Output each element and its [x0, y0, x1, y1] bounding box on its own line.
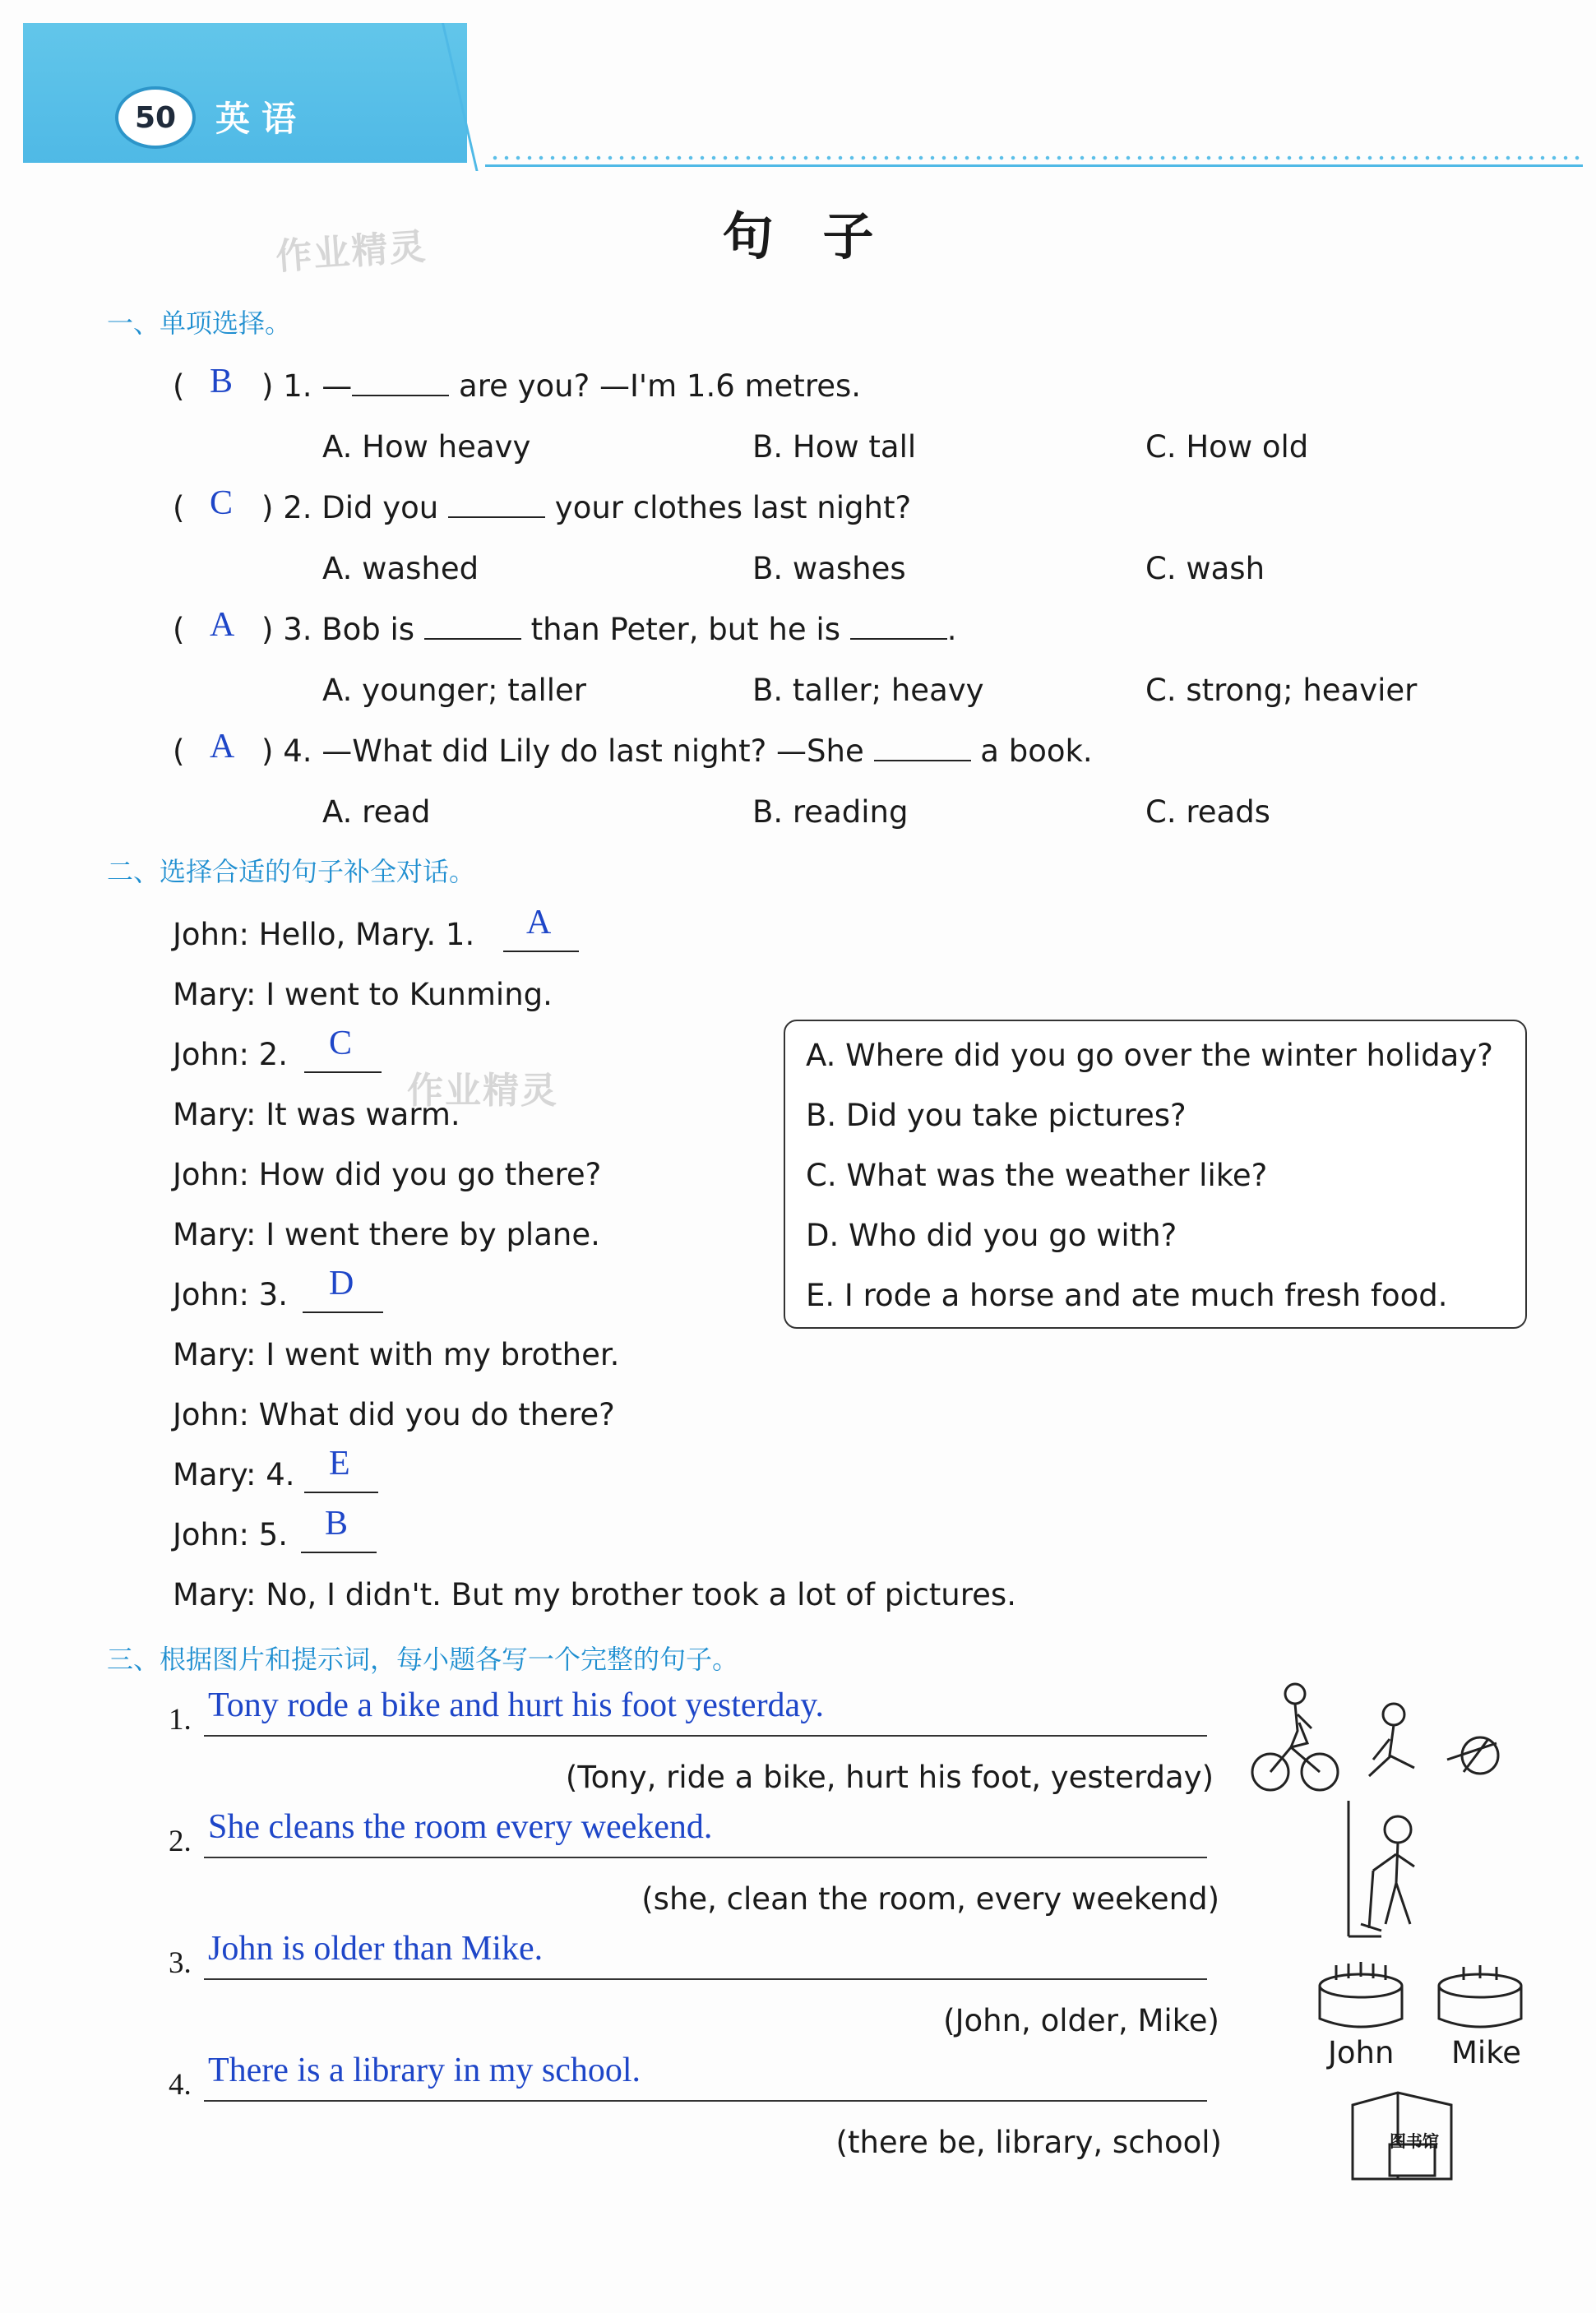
- dialogue-line-3: John: 2.: [173, 1037, 288, 1072]
- q3-stem-tail: .: [946, 612, 957, 647]
- q1-option-c: C. How old: [1145, 429, 1309, 465]
- q3-blank-2: [850, 612, 947, 640]
- dialogue-option-d: D. Who did you go with?: [806, 1218, 1177, 1253]
- writing-item-4-answer: There is a library in my school.: [208, 2052, 641, 2089]
- dialogue-option-b: B. Did you take pictures?: [806, 1098, 1187, 1133]
- q3-option-b: B. taller; heavy: [752, 673, 984, 708]
- q2-blank: [448, 490, 545, 518]
- q2-open-paren: (: [173, 490, 185, 525]
- q1-stem-tail: are you? —I'm 1.6 metres.: [459, 368, 862, 404]
- writing-item-1-line: [204, 1735, 1207, 1737]
- cake-label-john: John: [1328, 2035, 1395, 2070]
- q3-answer: A: [210, 606, 235, 644]
- dialogue-option-c: C. What was the weather like?: [806, 1158, 1268, 1193]
- girl-sweeping-illustration: [1324, 1801, 1439, 1941]
- q2-stem: [261, 490, 911, 525]
- writing-item-3-number: 3.: [169, 1946, 192, 1980]
- q3-stem: [261, 612, 957, 647]
- dialogue-answer-5: B: [325, 1505, 349, 1543]
- q4-option-a: A. read: [322, 794, 431, 830]
- watermark: 作业精灵: [274, 225, 428, 279]
- writing-item-2-answer: She cleans the room every weekend.: [208, 1808, 713, 1846]
- dialogue-option-e: E. I rode a horse and ate much fresh food.: [806, 1278, 1448, 1313]
- library-sign: 图书馆: [1390, 2131, 1439, 2151]
- q1-answer: B: [210, 363, 234, 400]
- dialogue-blank-3: [303, 1311, 383, 1313]
- q3-option-c: C. strong; heavier: [1145, 673, 1418, 708]
- dialogue-line-6: Mary: I went there by plane.: [173, 1217, 600, 1252]
- q1-stem-head: ) 1. —: [261, 368, 353, 404]
- dialogue-answer-4: E: [329, 1445, 350, 1483]
- bike-accident-illustration: [1250, 1677, 1521, 1801]
- q4-option-c: C. reads: [1145, 794, 1270, 830]
- dialogue-line-7: John: 3.: [173, 1277, 288, 1312]
- page-number: 50: [115, 86, 196, 149]
- header-rule: [485, 164, 1583, 167]
- q2-option-c: C. wash: [1145, 551, 1265, 586]
- writing-item-3-line: [204, 1978, 1207, 1980]
- q2-option-a: A. washed: [322, 551, 479, 586]
- dialogue-line-5: John: How did you go there?: [173, 1157, 602, 1192]
- section3-heading: 三、根据图片和提示词，每小题各写一个完整的句子。: [107, 1644, 739, 1675]
- q2-stem-tail: your clothes last night?: [554, 490, 912, 525]
- dialogue-line-8: Mary: I went with my brother.: [173, 1337, 620, 1372]
- writing-item-1-answer: Tony rode a bike and hurt his foot yesterday.: [208, 1686, 824, 1724]
- writing-item-3-answer: John is older than Mike.: [208, 1930, 544, 1968]
- writing-item-2-hint: (she, clean the room, every weekend): [641, 1881, 1219, 1917]
- q4-stem: [261, 733, 1093, 769]
- writing-item-1-hint: (Tony, ride a bike, hurt his foot, yesterday): [565, 1760, 1214, 1795]
- q1-option-a: A. How heavy: [322, 429, 531, 465]
- section1-heading: 一、单项选择。: [107, 308, 292, 339]
- q1-option-b: B. How tall: [752, 429, 917, 465]
- writing-item-4-line: [204, 2100, 1207, 2102]
- q1-stem: [261, 368, 861, 404]
- dialogue-line-10: Mary: 4.: [173, 1457, 295, 1492]
- writing-item-4-hint: (there be, library, school): [835, 2125, 1222, 2160]
- dialogue-line-2: Mary: I went to Kunming.: [173, 977, 553, 1012]
- dialogue-blank-5: [301, 1551, 377, 1553]
- dialogue-line-12: Mary: No, I didn't. But my brother took a lot of pictures.: [173, 1577, 1016, 1612]
- dialogue-answer-1: A: [526, 904, 552, 941]
- q4-stem-head: ) 4. —What did Lily do last night? —She: [261, 733, 864, 769]
- q2-stem-head: ) 2. Did you: [261, 490, 439, 525]
- writing-item-3-hint: (John, older, Mike): [943, 2003, 1219, 2038]
- dialogue-option-box: [784, 1020, 1527, 1329]
- q1-open-paren: (: [173, 368, 185, 404]
- dialogue-answer-2: C: [329, 1025, 353, 1062]
- writing-item-2-line: [204, 1857, 1207, 1858]
- writing-item-1-number: 1.: [169, 1703, 192, 1737]
- watermark-2: 作业精灵: [407, 1070, 558, 1112]
- dialogue-blank-2: [304, 1071, 382, 1073]
- q2-option-b: B. washes: [752, 551, 906, 586]
- q4-blank: [874, 733, 971, 761]
- cake-label-mike: Mike: [1451, 2035, 1522, 2070]
- writing-item-4-number: 4.: [169, 2068, 192, 2102]
- section2-heading: 二、选择合适的句子补全对话。: [107, 856, 476, 887]
- dialogue-line-4: Mary: It was warm.: [173, 1097, 460, 1132]
- q4-open-paren: (: [173, 733, 185, 769]
- q3-stem-head: ) 3. Bob is: [261, 612, 415, 647]
- header-dotted-rule: [489, 152, 1583, 164]
- dialogue-line-11: John: 5.: [173, 1517, 288, 1552]
- q4-answer: A: [210, 728, 235, 766]
- q1-blank: [352, 368, 449, 396]
- dialogue-blank-4: [304, 1491, 378, 1493]
- dialogue-line-9: John: What did you do there?: [173, 1397, 615, 1432]
- dialogue-answer-3: D: [329, 1265, 354, 1302]
- q3-open-paren: (: [173, 612, 185, 647]
- dialogue-line-1: John: Hello, Mary. 1.: [173, 917, 475, 952]
- subject-label: 英语: [215, 99, 308, 139]
- dialogue-blank-1: [503, 950, 579, 952]
- q3-stem-mid: than Peter, but he is: [530, 612, 840, 647]
- q4-option-b: B. reading: [752, 794, 909, 830]
- q2-answer: C: [210, 484, 234, 522]
- birthday-cakes-illustration: [1316, 1949, 1538, 2039]
- writing-item-2-number: 2.: [169, 1825, 192, 1858]
- dialogue-option-a: A. Where did you go over the winter holiday?: [806, 1038, 1493, 1073]
- page-title: 句子: [722, 206, 923, 266]
- q3-blank-1: [424, 612, 521, 640]
- q3-option-a: A. younger; taller: [322, 673, 587, 708]
- q4-stem-tail: a book.: [980, 733, 1093, 769]
